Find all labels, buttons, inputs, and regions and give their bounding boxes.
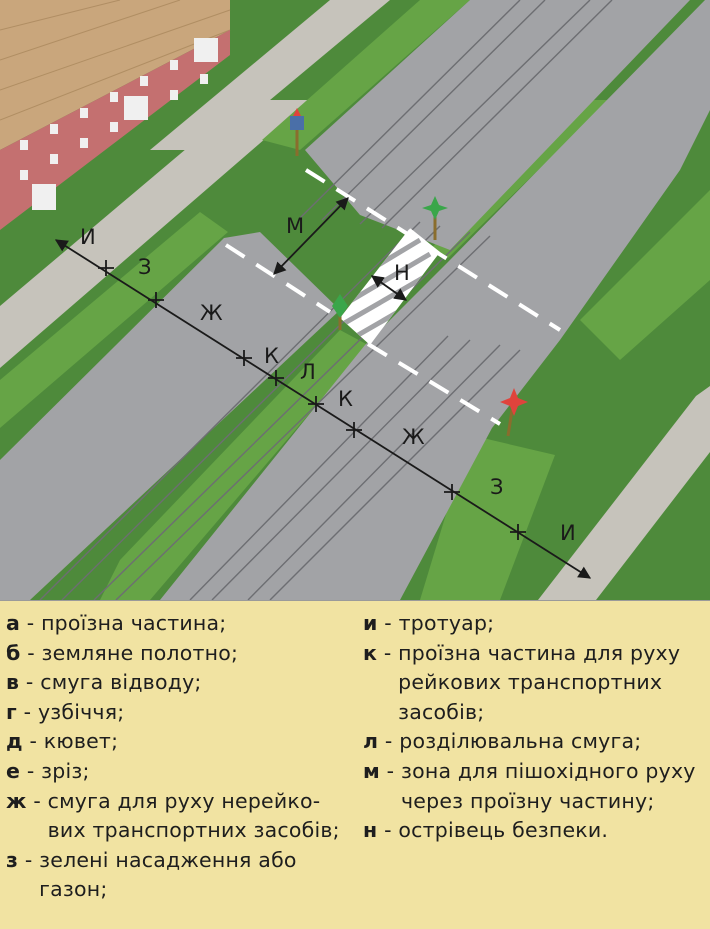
legend-item-k: к - проїзна частина для руху рейкових транспортних засобів; (363, 640, 681, 724)
legend-item-v: в - смуга відводу; (6, 670, 202, 695)
label-z-left: З (138, 255, 152, 279)
label-l-center: Л (300, 360, 316, 384)
legend-item-zh: ж - смуга для руху нерейко-вих транспортних засобів; (6, 788, 340, 843)
legend-item-l: л - розділювальна смуга; (363, 729, 642, 754)
label-zh-right: Ж (402, 425, 425, 449)
legend-item-m: м - зона для пішохідного руху через проїзну частину; (363, 758, 696, 813)
legend-right-column (363, 609, 708, 846)
legend-item-d: д - кювет; (6, 729, 119, 754)
label-i-right: И (560, 521, 576, 545)
legend-item-i: и - тротуар; (363, 611, 495, 635)
legend-item-n: н - острівець безпеки. (363, 818, 609, 843)
legend-item-e: е - зріз; (6, 758, 90, 783)
label-m: М (286, 214, 305, 238)
legend-item-g: г - узбіччя; (6, 699, 125, 724)
legend-item-z: з - зелені насадження або газон; (6, 847, 297, 902)
legend-item-a: а - проїзна частина; (6, 611, 227, 635)
label-z-right: З (490, 475, 504, 499)
legend-item-b: б - земляне полотно; (6, 640, 239, 665)
label-zh-left: Ж (200, 301, 223, 325)
legend-left-column (6, 609, 356, 905)
label-n: Н (394, 261, 410, 285)
label-i-left: И (80, 225, 96, 249)
label-k-right: К (338, 387, 353, 411)
label-k-left: К (264, 344, 279, 368)
legend-panel (0, 600, 710, 929)
